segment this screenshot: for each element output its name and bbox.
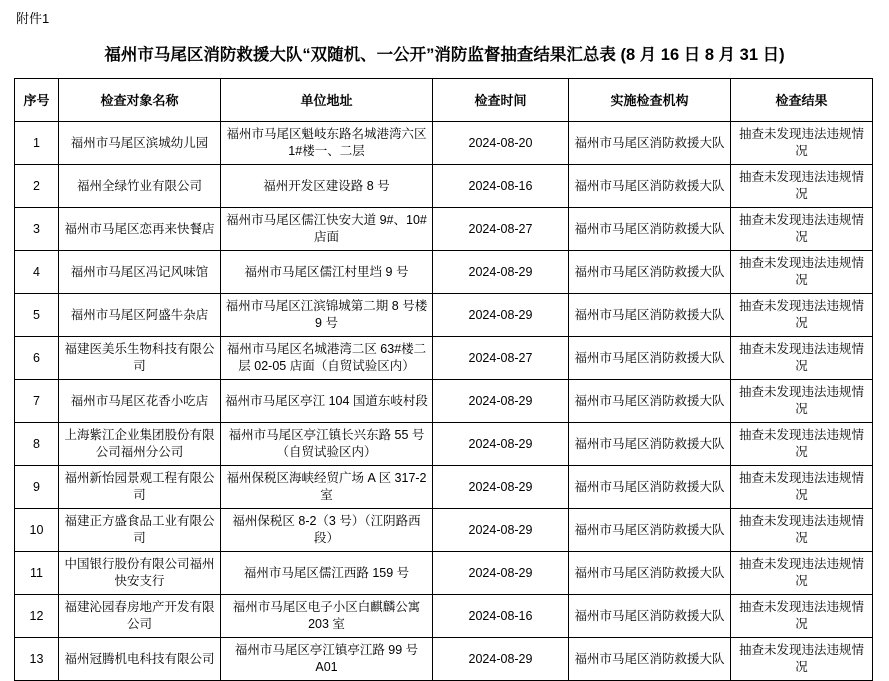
table-row: [15, 380, 873, 423]
cell-result: 抽查未发现违法违规情况: [731, 165, 873, 208]
table-row: [15, 552, 873, 595]
cell-name: 福州市马尾区冯记风味馆: [59, 251, 221, 294]
cell-name: 福建正方盛食品工业有限公司: [59, 509, 221, 552]
cell-index: 12: [15, 595, 59, 638]
cell-name: 中国银行股份有限公司福州快安支行: [59, 552, 221, 595]
cell-agency: 福州市马尾区消防救援大队: [569, 509, 731, 552]
cell-date: 2024-08-29: [433, 552, 569, 595]
cell-date: 2024-08-29: [433, 380, 569, 423]
cell-agency: 福州市马尾区消防救援大队: [569, 208, 731, 251]
cell-index: 3: [15, 208, 59, 251]
table-row: [15, 595, 873, 638]
cell-date: 2024-08-29: [433, 423, 569, 466]
cell-address: 福州市马尾区儒江村里垱 9 号: [221, 251, 433, 294]
cell-result: 抽查未发现违法违规情况: [731, 251, 873, 294]
table-row: [15, 337, 873, 380]
cell-result: 抽查未发现违法违规情况: [731, 380, 873, 423]
column-header-date: 检查时间: [433, 79, 569, 122]
cell-agency: 福州市马尾区消防救援大队: [569, 466, 731, 509]
cell-address: 福州市马尾区电子小区白麒麟公寓 203 室: [221, 595, 433, 638]
cell-agency: 福州市马尾区消防救援大队: [569, 638, 731, 681]
table-row: [15, 638, 873, 681]
cell-agency: 福州市马尾区消防救援大队: [569, 552, 731, 595]
cell-result: 抽查未发现违法违规情况: [731, 552, 873, 595]
cell-date: 2024-08-29: [433, 294, 569, 337]
table-row: [15, 251, 873, 294]
cell-name: 上海紫江企业集团股份有限公司福州分公司: [59, 423, 221, 466]
cell-index: 6: [15, 337, 59, 380]
page-title: 福州市马尾区消防救援大队“双随机、一公开”消防监督抽查结果汇总表 (8 月 16 日 8 月 31 日): [104, 46, 785, 64]
cell-name: 福州市马尾区恋再来快餐店: [59, 208, 221, 251]
column-header-agency: 实施检查机构: [569, 79, 731, 122]
cell-agency: 福州市马尾区消防救援大队: [569, 423, 731, 466]
cell-index: 4: [15, 251, 59, 294]
cell-address: 福州市马尾区亭江镇亭江路 99 号 A01: [221, 638, 433, 681]
cell-index: 5: [15, 294, 59, 337]
cell-date: 2024-08-29: [433, 251, 569, 294]
cell-name: 福州市马尾区阿盛牛杂店: [59, 294, 221, 337]
inspection-results-table: [14, 78, 873, 681]
cell-agency: 福州市马尾区消防救援大队: [569, 595, 731, 638]
table-row: [15, 294, 873, 337]
table-row: [15, 423, 873, 466]
attachment-label: 附件1: [16, 11, 50, 26]
cell-date: 2024-08-27: [433, 208, 569, 251]
cell-name: 福州市马尾区花香小吃店: [59, 380, 221, 423]
table-row: [15, 466, 873, 509]
cell-name: 福州市马尾区滨城幼儿园: [59, 122, 221, 165]
cell-date: 2024-08-27: [433, 337, 569, 380]
table-row: [15, 122, 873, 165]
cell-result: 抽查未发现违法违规情况: [731, 595, 873, 638]
cell-result: 抽查未发现违法违规情况: [731, 423, 873, 466]
cell-result: 抽查未发现违法违规情况: [731, 122, 873, 165]
cell-name: 福州冠腾机电科技有限公司: [59, 638, 221, 681]
cell-agency: 福州市马尾区消防救援大队: [569, 380, 731, 423]
cell-address: 福州市马尾区儒江西路 159 号: [221, 552, 433, 595]
cell-date: 2024-08-16: [433, 165, 569, 208]
cell-address: 福州市马尾区亭江镇长兴东路 55 号（自贸试验区内）: [221, 423, 433, 466]
table-header-row: [15, 79, 873, 122]
cell-name: 福建医美乐生物科技有限公司: [59, 337, 221, 380]
cell-date: 2024-08-29: [433, 638, 569, 681]
cell-date: 2024-08-29: [433, 466, 569, 509]
cell-index: 2: [15, 165, 59, 208]
cell-index: 11: [15, 552, 59, 595]
cell-address: 福州保税区 8-2（3 号）（江阴路西段）: [221, 509, 433, 552]
cell-date: 2024-08-29: [433, 509, 569, 552]
cell-date: 2024-08-16: [433, 595, 569, 638]
cell-result: 抽查未发现违法违规情况: [731, 509, 873, 552]
cell-index: 1: [15, 122, 59, 165]
cell-address: 福州开发区建设路 8 号: [221, 165, 433, 208]
cell-index: 9: [15, 466, 59, 509]
cell-index: 7: [15, 380, 59, 423]
cell-address: 福州市马尾区名城港湾二区 63#楼二层 02-05 店面（自贸试验区内）: [221, 337, 433, 380]
cell-result: 抽查未发现违法违规情况: [731, 638, 873, 681]
column-header-index: 序号: [15, 79, 59, 122]
cell-address: 福州市马尾区江滨锦城第二期 8 号楼 9 号: [221, 294, 433, 337]
cell-agency: 福州市马尾区消防救援大队: [569, 337, 731, 380]
cell-address: 福州市马尾区儒江快安大道 9#、10# 店面: [221, 208, 433, 251]
column-header-name: 检查对象名称: [59, 79, 221, 122]
cell-agency: 福州市马尾区消防救援大队: [569, 251, 731, 294]
cell-agency: 福州市马尾区消防救援大队: [569, 165, 731, 208]
cell-address: 福州市马尾区魁岐东路名城港湾六区1#楼一、二层: [221, 122, 433, 165]
cell-address: 福州市马尾区亭江 104 国道东岐村段: [221, 380, 433, 423]
table-row: [15, 509, 873, 552]
cell-agency: 福州市马尾区消防救援大队: [569, 294, 731, 337]
table-row: [15, 208, 873, 251]
cell-result: 抽查未发现违法违规情况: [731, 294, 873, 337]
cell-name: 福州全绿竹业有限公司: [59, 165, 221, 208]
column-header-address: 单位地址: [221, 79, 433, 122]
cell-name: 福州新怡园景观工程有限公司: [59, 466, 221, 509]
cell-result: 抽查未发现违法违规情况: [731, 337, 873, 380]
cell-date: 2024-08-20: [433, 122, 569, 165]
cell-name: 福建沁园春房地产开发有限公司: [59, 595, 221, 638]
table-body: [15, 122, 873, 681]
cell-agency: 福州市马尾区消防救援大队: [569, 122, 731, 165]
cell-index: 13: [15, 638, 59, 681]
cell-result: 抽查未发现违法违规情况: [731, 466, 873, 509]
table-row: [15, 165, 873, 208]
cell-result: 抽查未发现违法违规情况: [731, 208, 873, 251]
cell-index: 8: [15, 423, 59, 466]
column-header-result: 检查结果: [731, 79, 873, 122]
cell-index: 10: [15, 509, 59, 552]
cell-address: 福州保税区海峡经贸广场 A 区 317-2 室: [221, 466, 433, 509]
